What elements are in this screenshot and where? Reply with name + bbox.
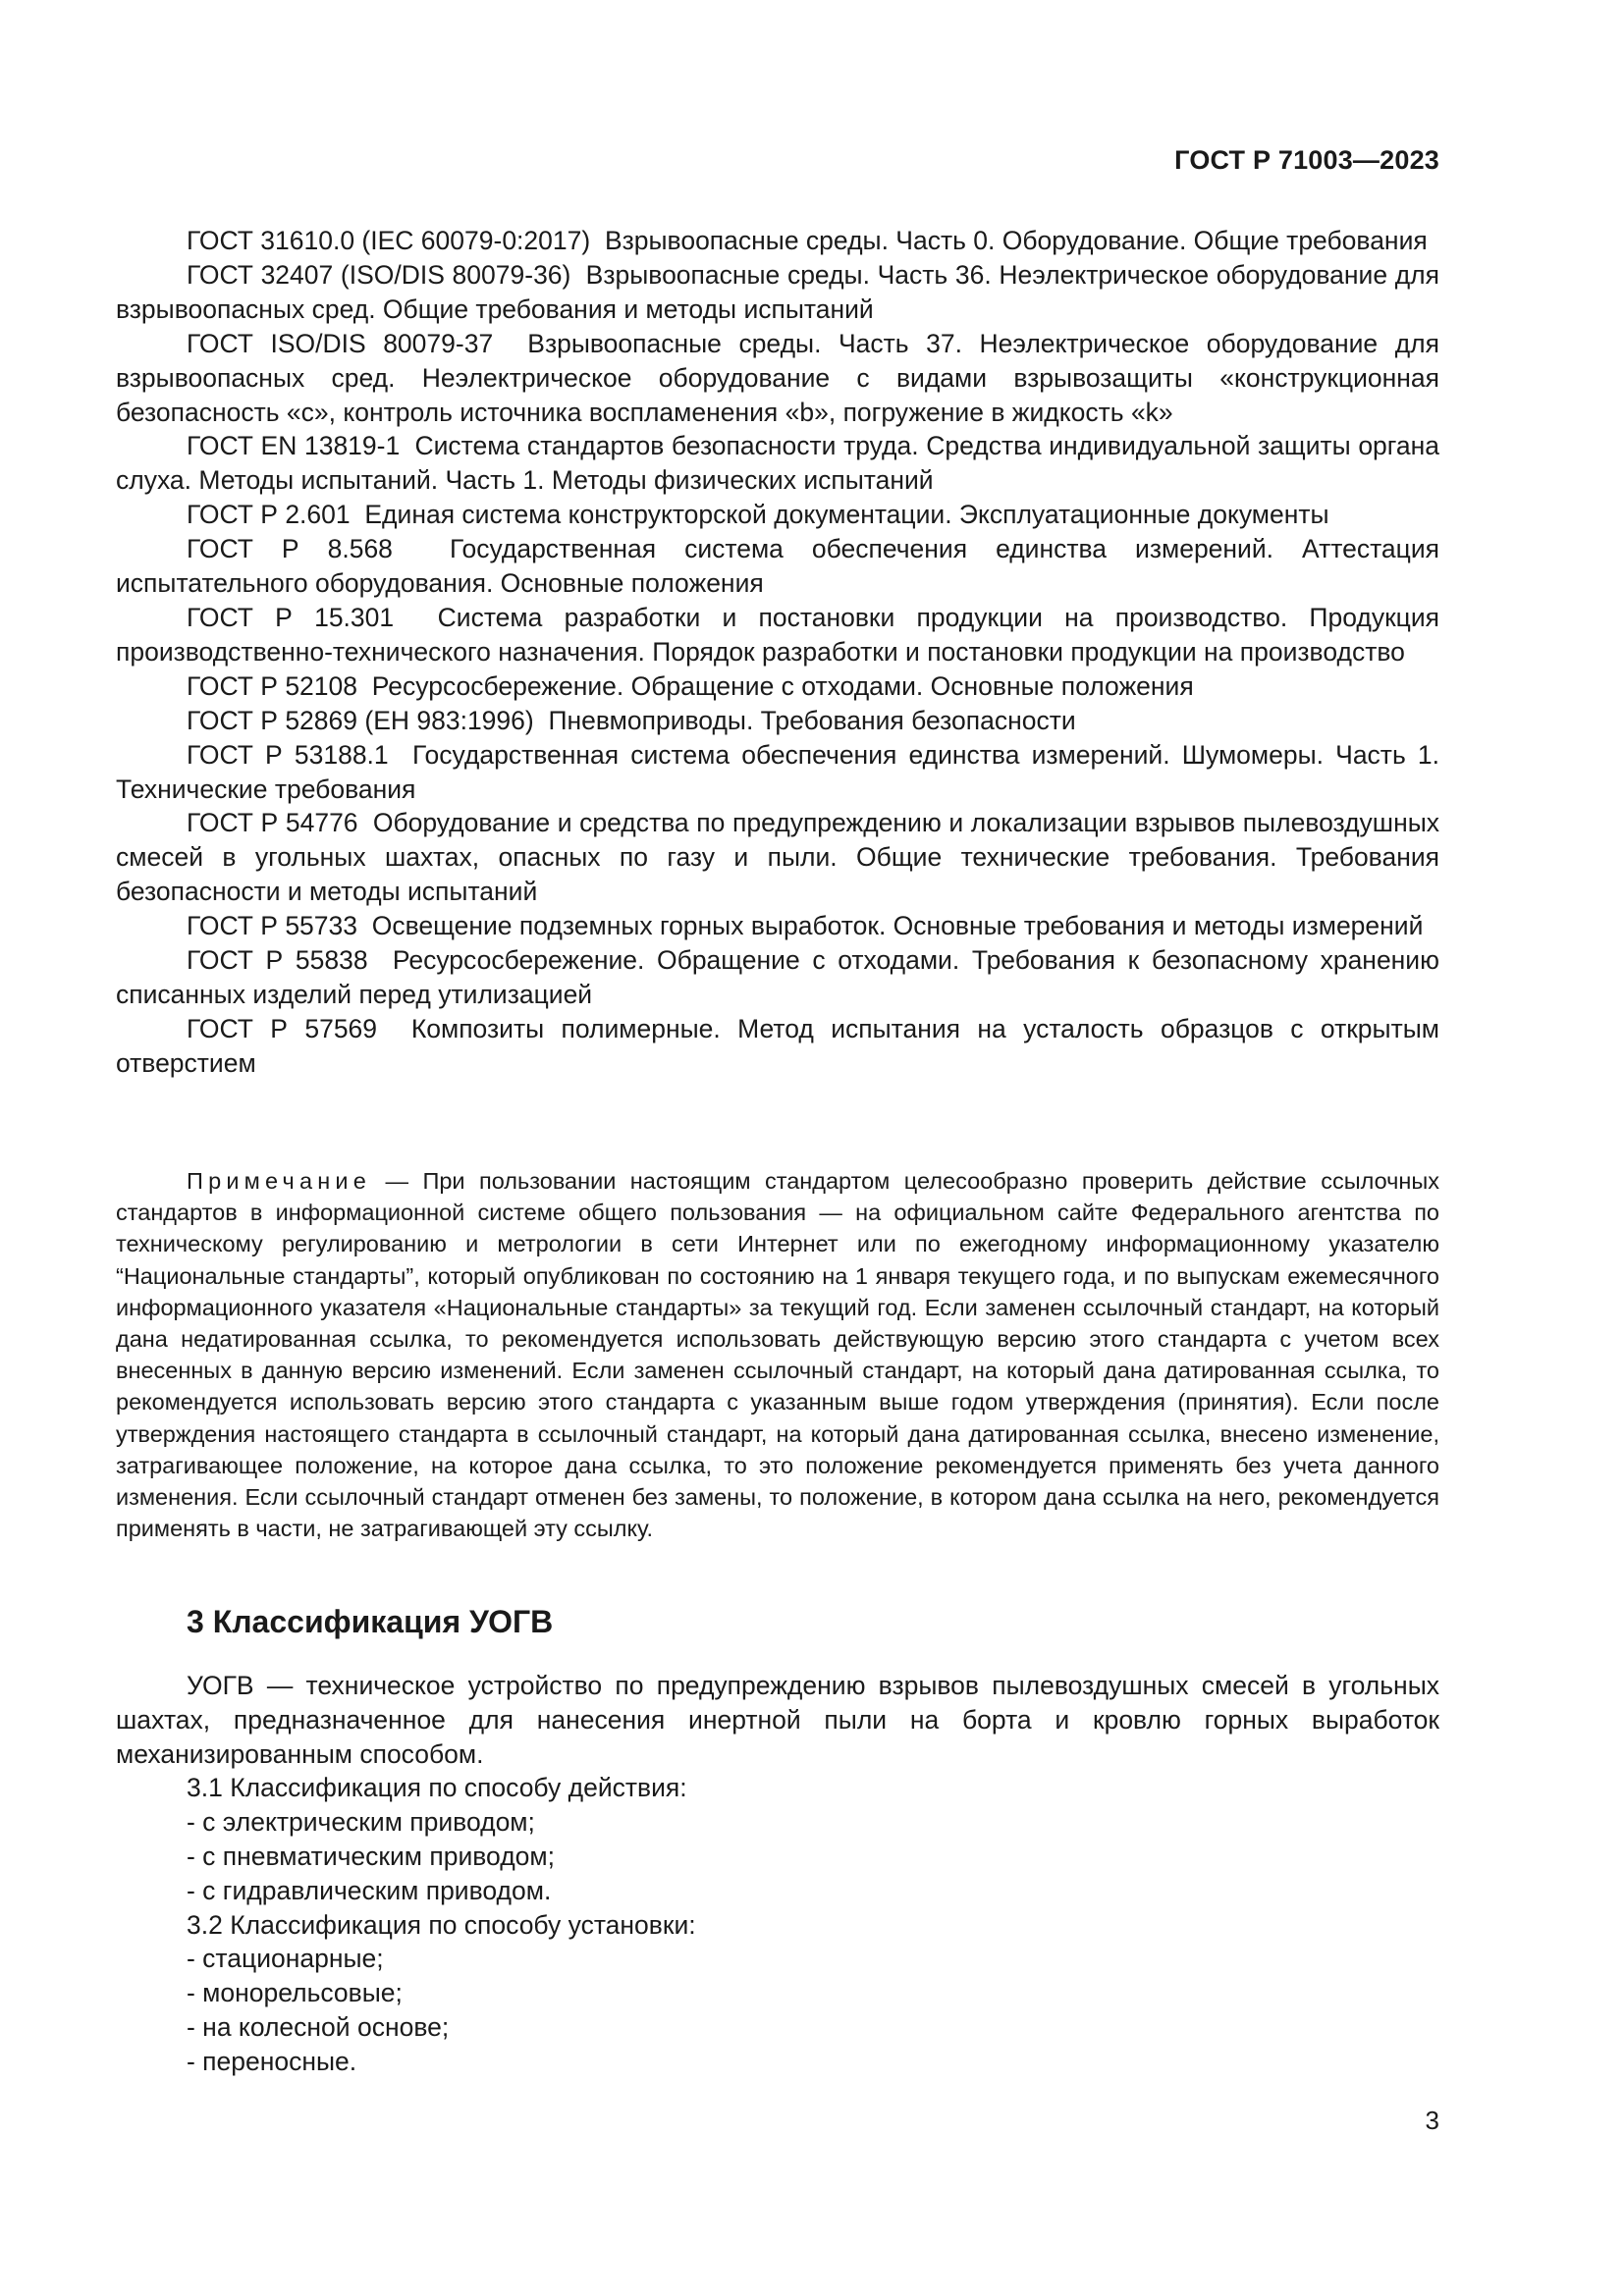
reference-title: Государственная система обеспечения единства измерений. Аттестация испытательного оборудования. Основные положения [116, 534, 1439, 599]
reference-title: Система разработки и постановки продукции на производство. Продукция производственно-технического назначения. Порядок разработки и постановки продукции на производство [116, 602, 1439, 667]
reference-code: ГОСТ Р 8.568 [187, 534, 393, 564]
reference-item [116, 704, 1439, 738]
document-code: ГОСТ Р 71003—2023 [1174, 145, 1439, 175]
note-label: Примечание [187, 1168, 372, 1194]
section-3 [116, 1602, 1439, 2079]
reference-title: Единая система конструкторской документации. Эксплуатационные документы [364, 500, 1329, 530]
list-item: - стационарные; [187, 1944, 384, 1974]
reference-item [116, 327, 1439, 430]
reference-item [116, 601, 1439, 669]
reference-code: ГОСТ Р 55733 [187, 911, 358, 941]
note-block [116, 1165, 1439, 1544]
reference-code: ГОСТ Р 57569 [187, 1013, 378, 1043]
reference-item [116, 669, 1439, 704]
reference-title: Взрывоопасные среды. Часть 36. Неэлектрическое оборудование для взрывоопасных сред. Общие требования и методы испытаний [116, 259, 1439, 324]
reference-code: ГОСТ ISO/DIS 80079-37 [187, 328, 494, 358]
section-heading: 3 Классификация УОГВ [187, 1604, 554, 1639]
reference-code: ГОСТ Р 55838 [187, 945, 368, 976]
list-item: - на колесной основе; [187, 2011, 450, 2042]
reference-title: Пневмоприводы. Требования безопасности [548, 705, 1076, 735]
reference-item [116, 806, 1439, 909]
reference-title: Взрывоопасные среды. Часть 0. Оборудование. Общие требования [604, 226, 1428, 255]
reference-item [116, 498, 1439, 532]
reference-item [116, 532, 1439, 601]
reference-title: Освещение подземных горных выработок. Основные требования и методы измерений [371, 911, 1424, 941]
normative-references-list [116, 224, 1439, 1081]
section-intro: УОГВ — техническое устройство по предупреждению взрывов пылевоздушных смесей в угольных шахтах, предназначенное для нанесения инертной пыли на борта и кровлю горных выработок механизированным способом. [116, 1671, 1439, 1769]
reference-code: ГОСТ Р 52869 (ЕН 983:1996) [187, 705, 534, 735]
note-paragraph [116, 1165, 1439, 1544]
list-item: - с пневматическим приводом; [187, 1841, 555, 1871]
subsection-3-1-title: 3.1 Классификация по способу действия: [187, 1773, 687, 1803]
reference-item [116, 943, 1439, 1012]
reference-title: Взрывоопасные среды. Часть 37. Неэлектрическое оборудование для взрывоопасных сред. Неэлектрическое оборудование с видами взрывозащиты «конструкционная безопасность «с», контроль источника воспламенения «b», погружение в жидкость «k» [116, 328, 1439, 427]
reference-item [116, 224, 1439, 258]
page-number: 3 [1425, 2106, 1439, 2135]
reference-code: ГОСТ 31610.0 (IEC 60079-0:2017) [187, 226, 591, 255]
subsection-3-2-title: 3.2 Классификация по способу установки: [187, 1909, 696, 1940]
reference-code: ГОСТ Р 52108 [187, 670, 358, 701]
reference-title: Оборудование и средства по предупреждению и локализации взрывов пылевоздушных смесей в угольных шахтах, опасных по газу и пыли. Общие технические требования. Требования безопасности и методы испытаний [116, 808, 1439, 907]
reference-item [116, 429, 1439, 498]
reference-item [116, 1012, 1439, 1081]
list-item: - с электрическим приводом; [187, 1807, 535, 1838]
reference-item [116, 909, 1439, 943]
list-item: - монорельсовые; [187, 1978, 403, 2008]
reference-code: ГОСТ Р 2.601 [187, 500, 351, 530]
reference-title: Государственная система обеспечения единства измерений. Шумомеры. Часть 1. Технические требования [116, 739, 1439, 804]
note-text: — При пользовании настоящим стандартом целесообразно проверить действие ссылочных стандартов в информационной системе общего пользования — на официальном сайте Федерального агентства по техническому регулированию и метрологии в сети Интернет или по ежегодному информационному указателю “Национальные стандарты”, который опубликован по состоянию на 1 января текущего года, и по выпускам ежемесячного информационного указателя «Национальные стандарты» за текущий год. Если заменен ссылочный стандарт, на который дана недатированная ссылка, то рекомендуется использовать действующую версию этого стандарта с учетом всех внесенных в данную версию изменений. Если заменен ссылочный стандарт, на который дана датированная ссылка, то рекомендуется использовать версию этого стандарта с указанным выше годом утверждения (принятия). Если после утверждения настоящего стандарта в ссылочный стандарт, на который дана датированная ссылка, внесено изменение, затрагивающее положение, на которое дана ссылка, то это положение рекомендуется применять без учета данного изменения. Если ссылочный стандарт отменен без замены, то положение, в котором дана ссылка на него, рекомендуется применять в части, не затрагивающей эту ссылку. [116, 1168, 1439, 1542]
reference-code: ГОСТ Р 53188.1 [187, 739, 389, 770]
reference-item [116, 738, 1439, 807]
reference-code: ГОСТ 32407 (ISO/DIS 80079-36) [187, 259, 571, 290]
reference-item [116, 258, 1439, 327]
reference-title: Ресурсосбережение. Обращение с отходами. Требования к безопасному хранению списанных изделий перед утилизацией [116, 945, 1439, 1009]
reference-code: ГОСТ Р 54776 [187, 808, 358, 838]
reference-title: Система стандартов безопасности труда. Средства индивидуальной защиты органа слуха. Методы испытаний. Часть 1. Методы физических испытаний [116, 431, 1439, 496]
list-item: - переносные. [187, 2046, 357, 2076]
reference-code: ГОСТ Р 15.301 [187, 602, 395, 632]
list-item: - с гидравлическим приводом. [187, 1875, 552, 1905]
reference-code: ГОСТ EN 13819-1 [187, 431, 401, 461]
reference-title: Композиты полимерные. Метод испытания на усталость образцов с открытым отверстием [116, 1013, 1439, 1078]
reference-title: Ресурсосбережение. Обращение с отходами. Основные положения [371, 670, 1194, 701]
